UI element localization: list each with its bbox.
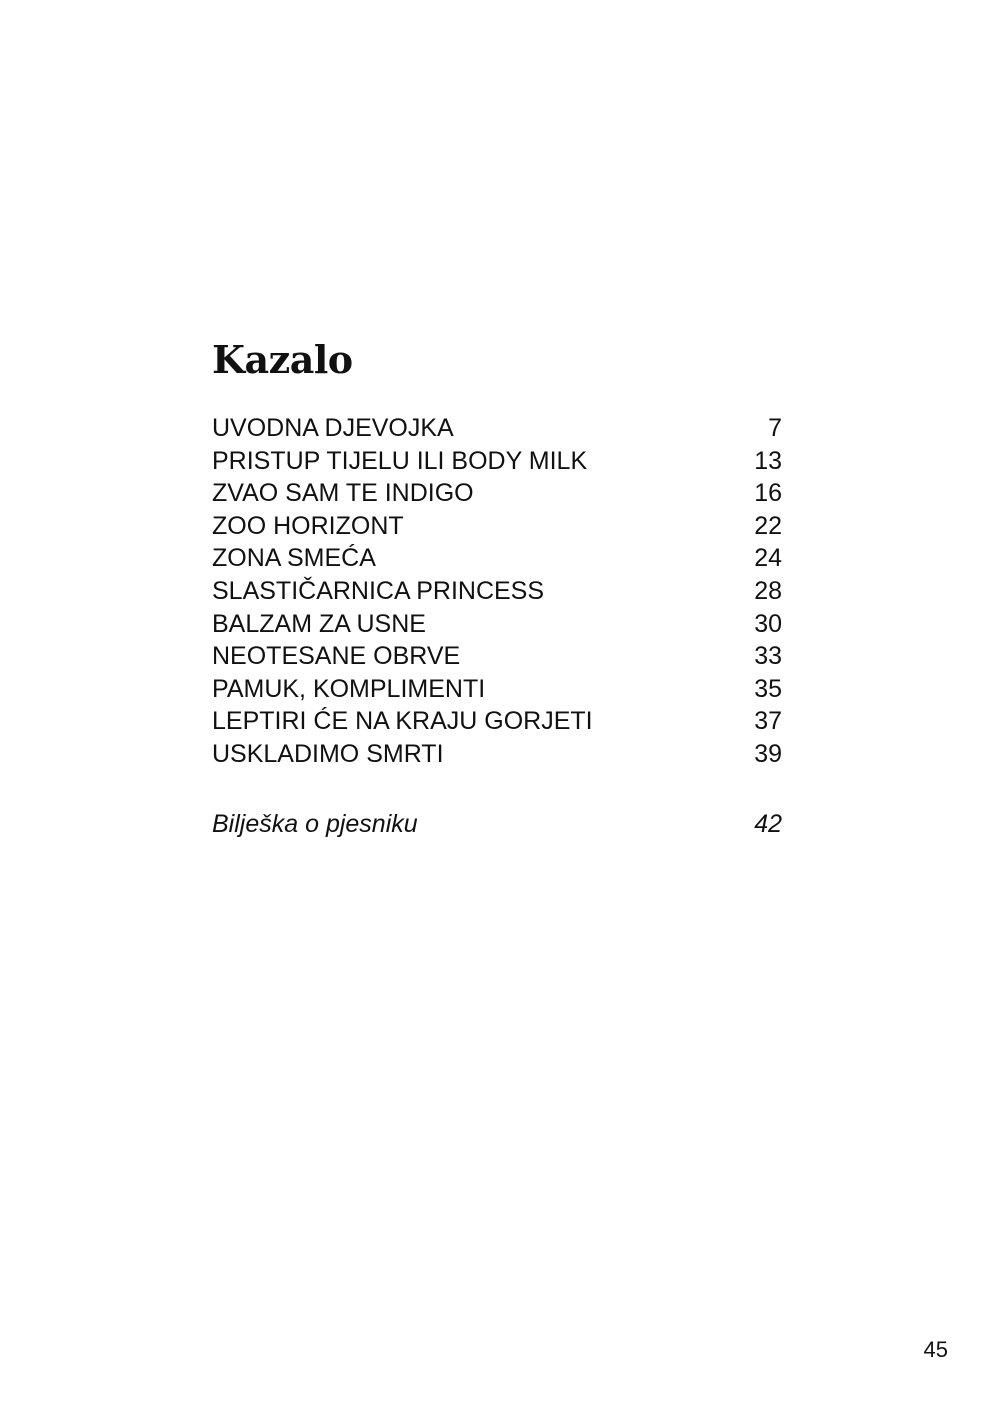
toc-entry-title: UVODNA DJEVOJKA	[212, 414, 454, 442]
toc-entry-page: 24	[754, 544, 782, 573]
toc-entry-title: SLASTIČARNICA PRINCESS	[212, 576, 545, 605]
toc-entry-title: BALZAM ZA USNE	[212, 609, 426, 638]
toc-entry	[212, 445, 782, 478]
toc-entry-page: 28	[754, 576, 782, 605]
toc-entry	[212, 640, 782, 673]
toc-entry-title: NEOTESANE OBRVE	[212, 642, 461, 671]
toc-entry	[212, 510, 782, 543]
toc-entry-page: 7	[768, 414, 782, 442]
toc-entry-title: ZOO HORIZONT	[212, 511, 404, 540]
toc-entry-page: 16	[754, 479, 782, 508]
toc-entry-page: 33	[754, 642, 782, 671]
toc-entry-title: ZVAO SAM TE INDIGO	[212, 479, 474, 508]
toc-entry-title: PAMUK, KOMPLIMENTI	[212, 674, 486, 703]
toc-entry	[212, 738, 782, 771]
toc-entry-page: 22	[754, 511, 782, 540]
toc-entry	[212, 673, 782, 706]
toc-entry	[212, 477, 782, 510]
toc-entry	[212, 608, 782, 641]
toc-entry-page: 35	[754, 674, 782, 703]
page-number: 45	[923, 1337, 948, 1362]
page-title: Kazalo	[212, 337, 353, 382]
table-of-contents	[212, 412, 782, 771]
toc-entry-title: PRISTUP TIJELU ILI BODY MILK	[212, 446, 588, 475]
toc-entry	[212, 542, 782, 575]
toc-entry-title: ZONA SMEĆA	[212, 544, 376, 573]
toc-entry-page: 37	[754, 707, 782, 736]
toc-entry-page: 39	[754, 739, 782, 768]
toc-entry	[212, 705, 782, 738]
toc-entry-title: LEPTIRI ĆE NA KRAJU GORJETI	[212, 707, 593, 736]
toc-entry	[212, 575, 782, 608]
toc-entry-title: USKLADIMO SMRTI	[212, 739, 444, 768]
toc-note-title: Bilješka o pjesniku	[212, 810, 418, 838]
toc-entry-page: 30	[754, 609, 782, 638]
toc-note-page: 42	[754, 810, 782, 838]
toc-entry	[212, 412, 782, 445]
toc-note-entry	[212, 808, 782, 840]
toc-entry-page: 13	[754, 446, 782, 475]
